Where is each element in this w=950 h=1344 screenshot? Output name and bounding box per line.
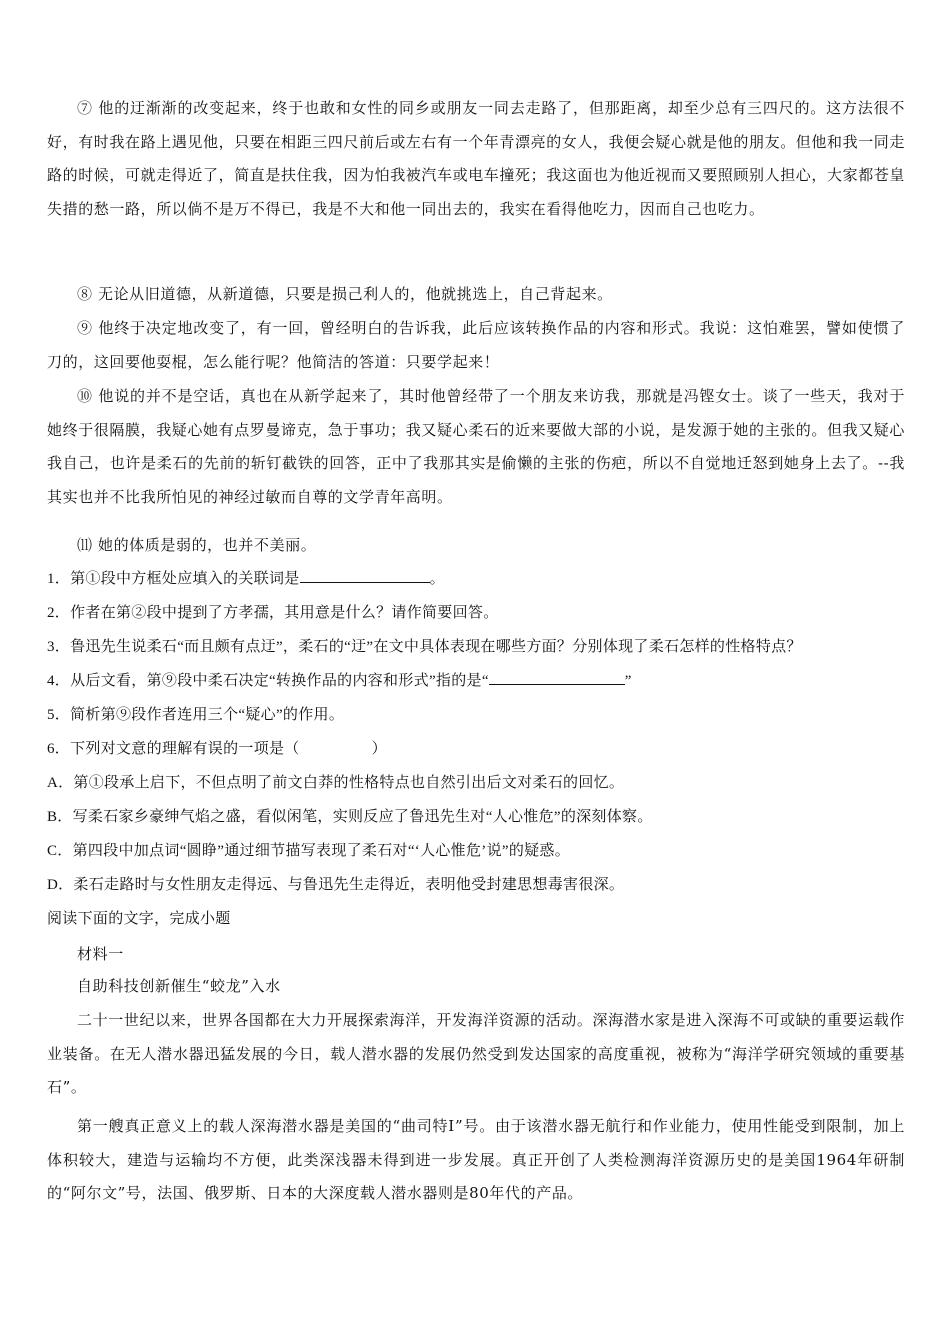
question-6 — [47, 733, 905, 767]
question-1-text: 1．第①段中方框处应填入的关联词是 — [47, 571, 300, 587]
question-2: 2．作者在第②段中提到了方孝孺，其用意是什么？请作简要回答。 — [47, 605, 499, 621]
material-label: 材料一 — [77, 945, 124, 963]
question-5: 5．简析第⑨段作者连用三个“疑心”的作用。 — [47, 707, 345, 723]
paragraph-10: ⑩ 他说的并不是空话，真也在从新学起来了，其时他曾经带了一个朋友来访我，那就是冯铿女士。谈了一些天，我对于她终于很隔膜，我疑心她有点罗曼谛克，急于事功；我又疑心柔石的近来要做大部的小说，是发源于她的主张的。但我又疑心我自己，也许是柔石的先前的斩钉截铁的回答，正中了我那其实是偷懒的主张的伤疤，所以不自觉地迁怒到她身上去了。--我其实也并不比我所怕见的神经过敏而自尊的文学青年高明。 — [47, 387, 906, 507]
reading-instruction: 阅读下面的文字，完成小题 — [47, 911, 231, 927]
question-1 — [47, 563, 905, 597]
option-b: B．写柔石家乡豪绅气焰之盛，看似闲笔，实则反应了鲁迅先生对“人心惟危”的深刻体察。 — [47, 809, 653, 825]
question-4-text: 4．从后文看，第⑨段中柔石决定“转换作品的内容和形式”指的是“ — [47, 673, 489, 689]
answer-blank-1[interactable] — [300, 567, 430, 583]
answer-blank-4[interactable] — [489, 669, 625, 685]
material-paragraph-2: 第一艘真正意义上的载人深海潜水器是美国的“曲司特Ⅰ”号。由于该潜水器无航行和作业能力，使用性能受到限制，加上体积较大，建造与运输均不方便，此类深浅器未得到进一步发展。真正开创了人类检测海洋资源历史的是美国1964年研制的“阿尔文”号，法国、俄罗斯、日本的大深度载人潜水器则是80年代的产品。 — [47, 1117, 905, 1203]
question-6-end: ） — [371, 741, 387, 757]
question-1-end: 。 — [429, 571, 445, 587]
question-4 — [47, 665, 905, 699]
paragraph-9: ⑨ 他终于决定地改变了，有一回，曾经明白的告诉我，此后应该转换作品的内容和形式。我说：这怕难罢，譬如使惯了刀的，这回要他耍棍，怎么能行呢？他简洁的答道：只要学起来！ — [47, 319, 905, 371]
paragraph-7: ⑦ 他的迂渐渐的改变起来，终于也敢和女性的同乡或朋友一同去走路了，但那距离，却至少总有三四尺的。这方法很不好，有时我在路上遇见他，只要在相距三四尺前后或左右有一个年青漂亮的女人，我便会疑心就是他的朋友。但他和我一同走路的时候，可就走得近了，简直是扶住我，因为怕我被汽车或电车撞死；我这面也为他近视而又要照顾别人担心，大家都苍皇失措的愁一路，所以倘不是万不得已，我是不大和他一同出去的，我实在看得他吃力，因而自己也吃力。 — [47, 99, 906, 219]
paragraph-8: ⑧ 无论从旧道德，从新道德，只要是损己利人的，他就挑选上，自己背起来。 — [77, 285, 613, 303]
option-c: C．第四段中加点词“圆睁”通过细节描写表现了柔石对“‘人心惟危’说”的疑惑。 — [47, 843, 571, 859]
question-3: 3．鲁迅先生说柔石“而且颇有点迂”，柔石的“迂”在文中具体表现在哪些方面？分别体现了柔石怎样的性格特点？ — [47, 639, 802, 655]
paragraph-11: ⑾ 她的体质是弱的，也并不美丽。 — [77, 536, 317, 554]
question-6-text: 6．下列对文意的理解有误的一项是（ — [47, 741, 300, 757]
option-d: D．柔石走路时与女性朋友走得远、与鲁迅先生走得近，表明他受封建思想毒害很深。 — [47, 877, 625, 893]
option-a: A．第①段承上启下，不但点明了前文白莽的性格特点也自然引出后文对柔石的回忆。 — [47, 775, 625, 791]
material-headline: 自助科技创新催生“蛟龙”入水 — [77, 977, 281, 995]
question-4-end: ” — [624, 673, 632, 689]
material-paragraph-1: 二十一世纪以来，世界各国都在大力开展探索海洋，开发海洋资源的活动。深海潜水家是进入深海不可或缺的重要运载作业装备。在无人潜水器迅猛发展的今日，载人潜水器的发展仍然受到发达国家的高度重视，被称为“海洋学研究领域的重要基石”。 — [47, 1011, 905, 1097]
